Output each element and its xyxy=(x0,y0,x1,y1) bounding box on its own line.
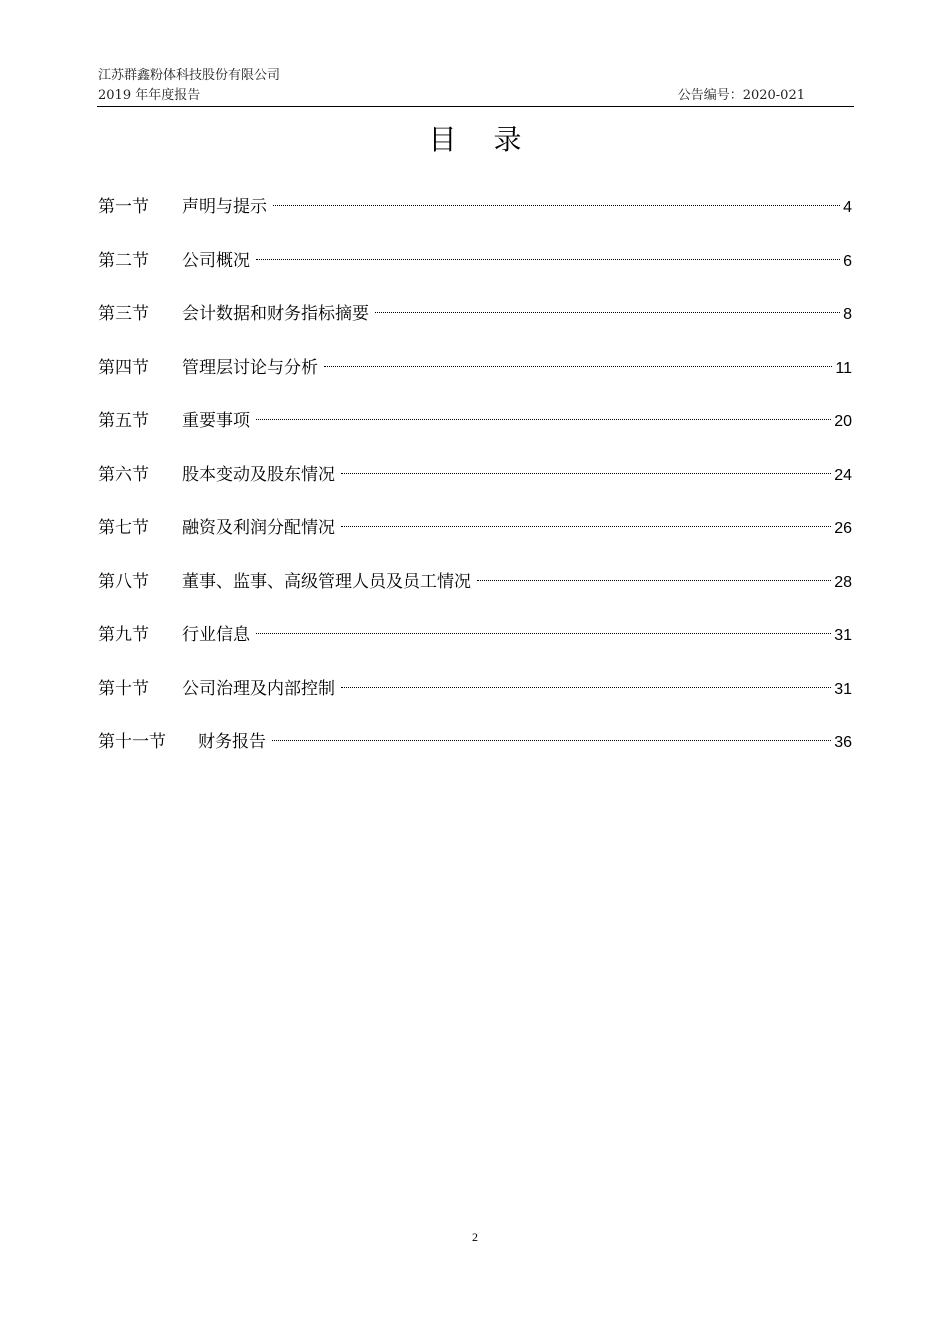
toc-page-number: 6 xyxy=(843,252,852,270)
toc-section-number: 第六节 xyxy=(98,464,149,485)
toc-page-number: 11 xyxy=(835,359,852,377)
toc-section-title: 董事、监事、高级管理人员及员工情况 xyxy=(182,571,471,592)
dot-leader xyxy=(324,366,832,367)
toc-section-number: 第七节 xyxy=(98,518,149,538)
toc-section-number: 第十节 xyxy=(98,678,149,699)
dot-leader xyxy=(256,419,831,420)
toc-section-title: 股本变动及股东情况 xyxy=(182,464,335,485)
report-title: 2019 年年度报告 xyxy=(98,88,201,103)
toc-section-title: 财务报告 xyxy=(198,732,266,752)
dot-leader xyxy=(256,633,831,634)
page-number: 2 xyxy=(472,1230,478,1244)
toc-section-title: 行业信息 xyxy=(182,625,250,645)
toc-section-number: 第八节 xyxy=(98,571,149,592)
toc-entry-2[interactable] xyxy=(98,245,852,299)
toc-page-number: 28 xyxy=(834,573,852,591)
toc-entry-11[interactable] xyxy=(98,726,852,780)
toc-section-number: 第二节 xyxy=(98,250,149,271)
toc-section-title: 融资及利润分配情况 xyxy=(182,518,335,538)
toc-entry-9[interactable] xyxy=(98,619,852,673)
table-of-contents xyxy=(98,191,852,780)
toc-page-number: 8 xyxy=(843,306,852,323)
dot-leader xyxy=(256,259,840,260)
header-divider xyxy=(97,106,854,107)
dot-leader xyxy=(477,580,831,581)
toc-section-number: 第九节 xyxy=(98,625,149,645)
toc-section-title: 公司概况 xyxy=(182,250,250,271)
toc-section-number: 第十一节 xyxy=(98,732,166,752)
toc-entry-1[interactable] xyxy=(98,191,852,245)
toc-entry-10[interactable] xyxy=(98,673,852,727)
toc-section-number: 第一节 xyxy=(98,197,149,217)
dot-leader xyxy=(273,205,840,206)
toc-page-number: 4 xyxy=(843,199,852,216)
toc-page-number: 26 xyxy=(834,520,852,537)
toc-page-number: 31 xyxy=(834,680,852,698)
toc-page-number: 31 xyxy=(834,627,852,644)
notice-number: 公告编号：2020-021 xyxy=(677,88,805,103)
dot-leader xyxy=(341,473,831,474)
toc-section-number: 第五节 xyxy=(98,411,149,431)
toc-section-number: 第四节 xyxy=(98,357,149,378)
toc-entry-6[interactable] xyxy=(98,459,852,513)
toc-entry-3[interactable] xyxy=(98,298,852,352)
toc-page-number: 24 xyxy=(834,466,852,484)
toc-page-number: 36 xyxy=(834,734,852,751)
toc-section-title: 公司治理及内部控制 xyxy=(182,678,335,699)
dot-leader xyxy=(272,740,831,741)
toc-entry-4[interactable] xyxy=(98,352,852,406)
dot-leader xyxy=(341,526,831,527)
toc-entry-7[interactable] xyxy=(98,512,852,566)
toc-section-title: 会计数据和财务指标摘要 xyxy=(182,304,369,324)
toc-entry-8[interactable] xyxy=(98,566,852,620)
toc-section-title: 重要事项 xyxy=(182,411,250,431)
toc-section-title: 管理层讨论与分析 xyxy=(182,357,318,378)
toc-section-title: 声明与提示 xyxy=(182,197,267,217)
toc-title: 目 录 xyxy=(428,123,536,156)
dot-leader xyxy=(341,687,831,688)
toc-entry-5[interactable] xyxy=(98,405,852,459)
dot-leader xyxy=(375,312,840,313)
company-name: 江苏群鑫粉体科技股份有限公司 xyxy=(98,68,281,83)
toc-section-number: 第三节 xyxy=(98,304,149,324)
toc-page-number: 20 xyxy=(834,413,852,430)
